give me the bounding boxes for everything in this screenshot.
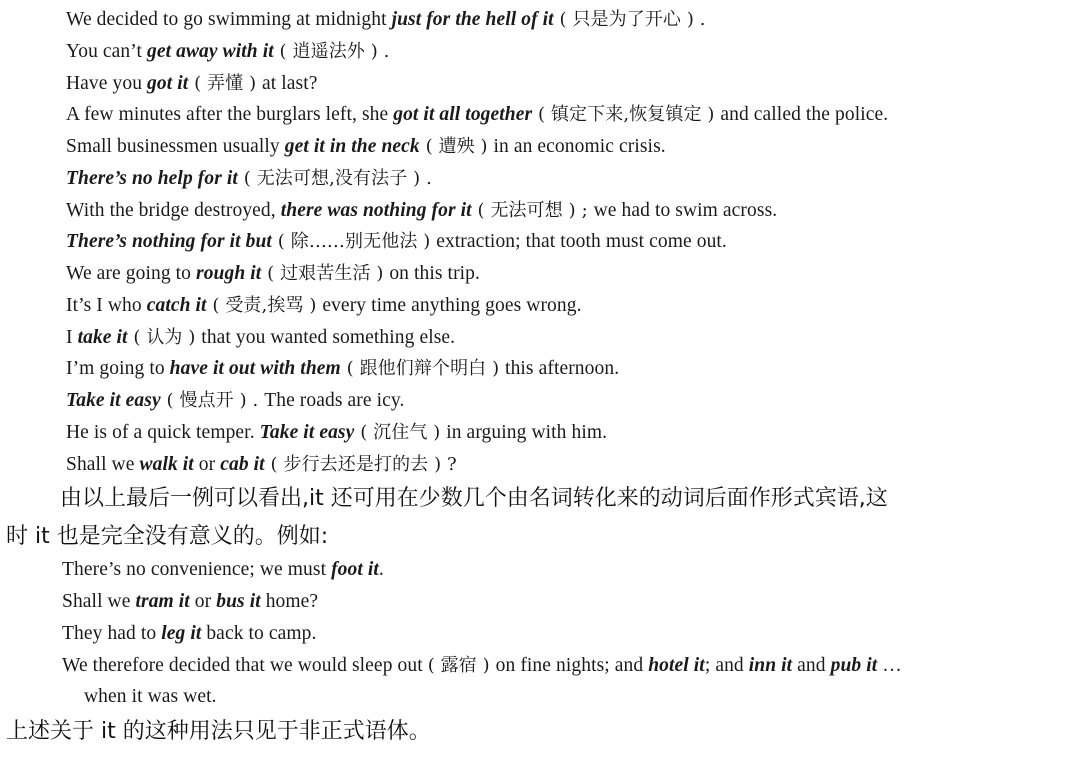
- chinese-gloss: ( 镇定下来,恢复镇定 ): [532, 104, 721, 125]
- chinese-gloss: ( 只是为了开心 ) .: [553, 9, 706, 30]
- example-line: [66, 262, 480, 286]
- sentence-text: ; and: [704, 655, 749, 676]
- sentence-text: in an economic crisis.: [493, 136, 666, 157]
- chinese-gloss: ( 露宿 ): [427, 655, 496, 676]
- idiom-phrase: bus it: [216, 591, 261, 612]
- idiom-phrase: There’s no help for it: [66, 168, 238, 189]
- sentence-text: or: [193, 454, 221, 475]
- idiom-phrase: get away with it: [147, 41, 274, 62]
- example-line: [66, 230, 727, 254]
- example-line: [62, 558, 384, 582]
- sentence-text: It’s I who: [66, 295, 147, 316]
- idiom-phrase: just for the hell of it: [391, 9, 554, 30]
- chinese-gloss: ( 慢点开 ) .: [160, 390, 265, 411]
- sentence-text: this afternoon.: [505, 358, 620, 379]
- example-line: [66, 103, 888, 127]
- idiom-phrase: Take it easy: [66, 390, 161, 411]
- idiom-phrase: get it in the neck: [284, 136, 420, 157]
- idiom-phrase: rough it: [196, 263, 262, 284]
- chinese-gloss: ( 跟他们辩个明白 ): [340, 358, 506, 379]
- example-line: [66, 326, 455, 350]
- example-line: [66, 421, 607, 445]
- example-line: [66, 167, 432, 191]
- example-line: [66, 199, 777, 223]
- sentence-text: With the bridge destroyed,: [66, 200, 281, 221]
- example-line: [66, 357, 619, 381]
- idiom-phrase: got it all together: [393, 104, 533, 125]
- example-line: [66, 72, 318, 96]
- sentence-text: Shall we: [66, 454, 140, 475]
- sentence-text: on fine nights; and: [495, 655, 649, 676]
- example-line: [62, 654, 902, 678]
- example-line: [66, 453, 457, 477]
- sentence-text: every time anything goes wrong.: [322, 295, 582, 316]
- sentence-text: The roads are icy.: [264, 390, 405, 411]
- chinese-gloss: ( 受责,挨骂 ): [206, 295, 323, 316]
- example-line: [66, 135, 666, 159]
- chinese-gloss: ( 除……别无他法 ): [271, 231, 437, 252]
- example-line: [62, 622, 316, 646]
- sentence-text: in arguing with him.: [446, 422, 608, 443]
- sentence-text: we had to swim across.: [593, 200, 778, 221]
- example-line: [66, 294, 582, 318]
- idiom-phrase: pub it: [830, 655, 878, 676]
- chinese-gloss: ( 过艰苦生活 ): [261, 263, 390, 284]
- sentence-text: …: [877, 655, 902, 676]
- chinese-gloss: ( 步行去还是打的去 ) ?: [264, 454, 457, 475]
- sentence-text: .: [378, 559, 384, 580]
- sentence-text: Shall we: [62, 591, 136, 612]
- example-line: [66, 40, 390, 64]
- explanation-paragraph-line-1: 由以上最后一例可以看出,it 还可用在少数几个由名词转化来的动词后面作形式宾语,这: [60, 486, 888, 511]
- sentence-text: There’s no convenience; we must: [62, 559, 332, 580]
- example-line: [84, 685, 217, 709]
- sentence-text: Have you: [66, 73, 148, 94]
- closing-note: 上述关于 it 的这种用法只见于非正式语体。: [6, 719, 431, 744]
- sentence-text: at last?: [262, 73, 318, 94]
- idiom-phrase: there was nothing for it: [280, 200, 472, 221]
- sentence-text: I’m going to: [66, 358, 170, 379]
- sentence-text: that you wanted something else.: [201, 327, 456, 348]
- sentence-text: He is of a quick temper.: [66, 422, 260, 443]
- sentence-text: and: [792, 655, 831, 676]
- chinese-gloss: ( 逍遥法外 ) .: [273, 41, 390, 62]
- sentence-text: They had to: [62, 623, 162, 644]
- chinese-gloss: ( 无法可想,没有法子 ) .: [237, 168, 432, 189]
- idiom-phrase: hotel it: [648, 655, 705, 676]
- sentence-text: extraction; that tooth must come out.: [436, 231, 727, 252]
- sentence-text: home?: [260, 591, 319, 612]
- chinese-gloss: ( 无法可想 ) ;: [471, 200, 594, 221]
- idiom-phrase: walk it: [139, 454, 194, 475]
- idiom-phrase: tram it: [135, 591, 190, 612]
- chinese-gloss: ( 沉住气 ): [354, 422, 447, 443]
- idiom-phrase: leg it: [161, 623, 202, 644]
- sentence-text: I: [66, 327, 78, 348]
- idiom-phrase: catch it: [146, 295, 207, 316]
- sentence-text: We therefore decided that we would sleep out: [62, 655, 428, 676]
- chinese-gloss: ( 弄懂 ): [188, 73, 263, 94]
- sentence-text: or: [189, 591, 217, 612]
- chinese-gloss: ( 认为 ): [127, 327, 202, 348]
- sentence-text: on this trip.: [389, 263, 481, 284]
- sentence-text: A few minutes after the burglars left, she: [66, 104, 394, 125]
- idiom-phrase: cab it: [220, 454, 265, 475]
- explanation-paragraph-line-2: 时 it 也是完全没有意义的。例如:: [6, 524, 329, 549]
- idiom-phrase: inn it: [748, 655, 793, 676]
- sentence-text: back to camp.: [201, 623, 317, 644]
- idiom-phrase: take it: [77, 327, 128, 348]
- sentence-text: We are going to: [66, 263, 196, 284]
- sentence-text: You can’t: [66, 41, 147, 62]
- idiom-phrase: got it: [147, 73, 189, 94]
- chinese-gloss: ( 遭殃 ): [419, 136, 494, 157]
- idiom-phrase: There’s nothing for it but: [66, 231, 272, 252]
- sentence-text: Small businessmen usually: [66, 136, 285, 157]
- idiom-phrase: foot it: [331, 559, 379, 580]
- example-line: [62, 590, 318, 614]
- sentence-text: and called the police.: [720, 104, 889, 125]
- example-line: [66, 389, 404, 413]
- example-line: [66, 8, 706, 32]
- sentence-text: We decided to go swimming at midnight: [66, 9, 392, 30]
- sentence-text: when it was wet.: [84, 686, 217, 707]
- idiom-phrase: Take it easy: [259, 422, 355, 443]
- idiom-phrase: have it out with them: [169, 358, 341, 379]
